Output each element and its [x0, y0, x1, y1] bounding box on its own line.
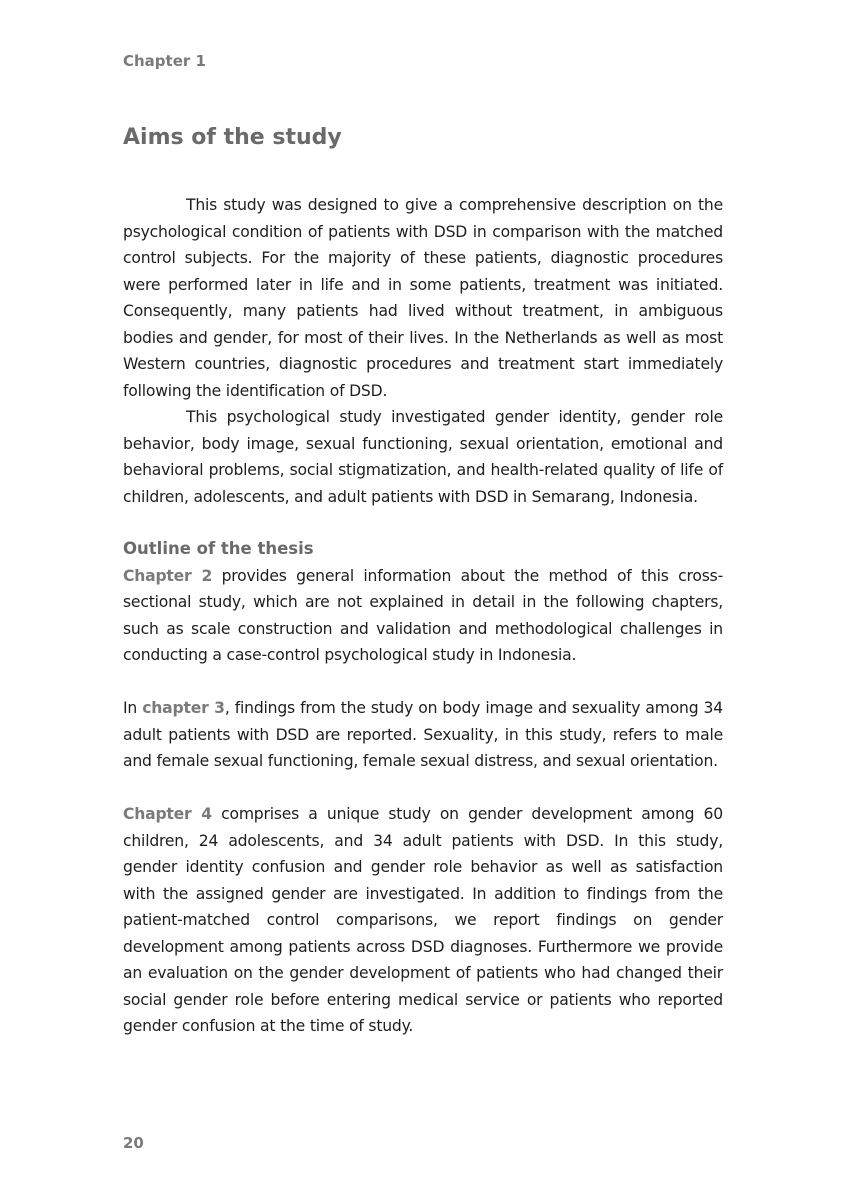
subsection-title: Outline of the thesis: [123, 539, 314, 558]
chapter-3-text: , findings from the study on body image and sexuality among 34 adult patients with DSD are reported. Sexuality, in this study, refers to male and female sexual functioning, female sexual distress, and sexual orientation.: [123, 699, 723, 770]
aims-paragraph-2: This psychological study investigated gender identity, gender role behavior, body image, sexual functioning, sexual orientation, emotional and behavioral problems, social stigmatization, and health-related quality of life of children, adolescents, and adult patients with DSD in Semarang, Indonesia.: [123, 408, 723, 506]
chapter-3-prefix: In: [123, 699, 143, 717]
chapter-4-reference: Chapter 4: [123, 805, 212, 823]
section-title: Aims of the study: [123, 125, 342, 150]
running-head: Chapter 1: [123, 52, 206, 70]
page-number: 20: [123, 1134, 144, 1152]
outline-chapter-2-paragraph: [123, 563, 723, 669]
page-body: [123, 124, 723, 1040]
paragraph-gap: [123, 775, 723, 802]
outline-chapter-3-paragraph: [123, 695, 723, 775]
chapter-2-text: provides general information about the method of this cross-sectional study, which are not explained in detail in the following chapters, such as scale construction and validation and methodological challenges in conducting a case-control psychological study in Indonesia.: [123, 566, 723, 664]
chapter-4-text: comprises a unique study on gender development among 60 children, 24 adolescents, and 34 adult patients with DSD. In this study, gender identity confusion and gender role behavior as well as satisfaction with the assigned gender are investigated. In addition to findings from the patient-matched control comparisons, we report findings on gender development among patients across DSD diagnoses. Furthermore we provide an evaluation on the gender development of patients who had changed their social gender role before entering medical service or patients who reported gender confusion at the time of study.: [123, 805, 723, 1035]
chapter-2-reference: Chapter 2: [123, 566, 213, 585]
outline-chapter-4-paragraph: [123, 801, 723, 1040]
aims-paragraph-1: This study was designed to give a comprehensive description on the psychological condition of patients with DSD in comparison with the matched control subjects. For the majority of these patients, diagnostic procedures were performed later in life and in some patients, treatment was initiated. Consequently, many patients had lived without treatment, in ambiguous bodies and gender, for most of their lives. In the Netherlands as well as most Western countries, diagnostic procedures and treatment start immediately following the identification of DSD.: [123, 196, 723, 400]
chapter-3-reference: chapter 3: [142, 699, 225, 717]
paragraph-gap: [123, 669, 723, 696]
